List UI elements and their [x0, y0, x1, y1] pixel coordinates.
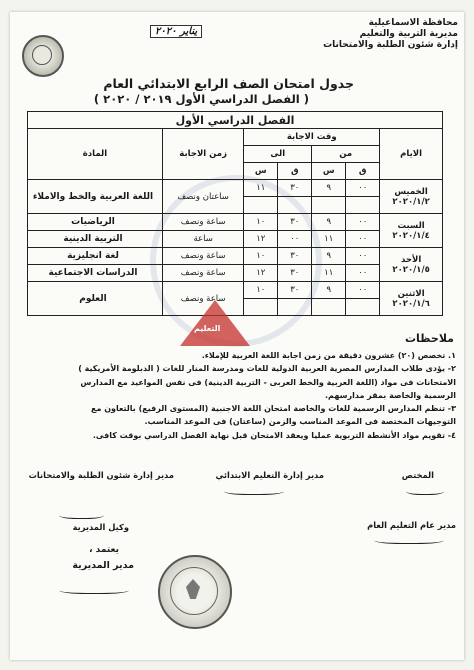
to-hour: ١٠	[244, 248, 278, 265]
sig-general-director: مدير عام التعليم العام	[367, 520, 456, 530]
header-to-hour: س	[244, 163, 278, 180]
semester-heading: الفصل الدراسي الأول	[28, 112, 443, 129]
note-line: الرسمية والخاصة بمقر مدارسهم.	[325, 390, 456, 400]
sig-affairs-director: مدير إدارة شئون الطلبة والامتحانات	[28, 470, 174, 480]
to-minute: ٣٠	[278, 248, 312, 265]
note-line: ٢- يؤدى طلاب المدارس المصرية العربية الدولية للغات ومدرسة المنار للغات ( الدبلومة الأمريكية )	[78, 364, 456, 374]
subject-cell: العلوم	[28, 282, 163, 316]
document-date: يناير ٢٠٢٠	[150, 25, 202, 38]
note-line: ٣- تنظم المدارس الرسمية للغات والخاصة امتحان اللغة الاجنبية (المستوى الرفيع) بالتعاون مع	[91, 404, 456, 414]
from-minute: ٠٠	[346, 282, 380, 299]
subject-cell: اللغة العربية والخط والاملاء	[28, 180, 163, 214]
watermark-text: التعليم	[194, 324, 221, 333]
sig-deputy: وكيل المديرية	[72, 522, 129, 532]
note-line: الامتحانات فى مواد (اللغة العربية والخط العربى - التربية الدينية) فى نفس المواعيد مع المدارس	[80, 377, 456, 387]
day-cell	[380, 282, 443, 316]
day-cell	[380, 248, 443, 282]
header-line-2: مديرية التربية والتعليم	[359, 29, 458, 39]
to-minute: ٣٠	[278, 214, 312, 231]
header-authority	[323, 18, 458, 51]
subject-cell: الدراسات الاجتماعية	[28, 265, 163, 282]
day-cell	[380, 180, 443, 214]
to-hour: ١٠	[244, 282, 278, 299]
from-hour: ٩	[312, 282, 346, 299]
sig-directorate-head: مدير المديرية	[72, 560, 134, 571]
from-hour: ١١	[312, 265, 346, 282]
ministry-logo	[22, 35, 64, 77]
subject-cell: الرياضيات	[28, 214, 163, 231]
handwritten-signature	[224, 486, 284, 495]
header-to: الى	[244, 146, 312, 163]
header-days: الايام	[380, 129, 443, 180]
to-minute: ٣٠	[278, 265, 312, 282]
duration-cell: ساعة ونصف	[162, 248, 243, 265]
header-from-hour: س	[312, 163, 346, 180]
note-line: التوجيهات المختصة فى الموعد المناسب والزمن (ساعتان) فى الموعد المناسب.	[144, 417, 456, 427]
from-minute: ٠٠	[346, 214, 380, 231]
day-name: الخميس	[394, 186, 428, 197]
header-line-1: محافظة الاسماعيلية	[368, 18, 458, 28]
note-line: ١. تخصص (٢٠) عشرون دقيقة من زمن اجابة اللغة العربية للإملاء.	[201, 351, 456, 360]
sig-approved: يعتمد ،	[89, 545, 119, 555]
from-minute: ٠٠	[346, 265, 380, 282]
handwritten-signature	[59, 585, 129, 594]
duration-cell: ساعة ونصف	[162, 282, 243, 316]
table-row	[28, 282, 443, 299]
header-from: من	[312, 146, 380, 163]
page-title: جدول امتحان الصف الرابع الابتدائي العام	[103, 76, 354, 91]
from-hour: ٩	[312, 180, 346, 197]
from-hour: ٩	[312, 248, 346, 265]
day-name: الأحد	[400, 254, 422, 265]
subject-cell: لغة انجليزية	[28, 248, 163, 265]
sig-specialist: المختص	[401, 470, 434, 480]
duration-cell: ساعة ونصف	[162, 214, 243, 231]
notes-title: ملاحظات	[405, 332, 454, 345]
header-answer-time: وقت الاجابة	[244, 129, 380, 146]
to-hour: ١٠	[244, 214, 278, 231]
to-minute: ٠٠	[278, 231, 312, 248]
exam-schedule-table	[27, 111, 443, 316]
duration-cell: ساعة ونصف	[162, 265, 243, 282]
table-row	[28, 180, 443, 197]
handwritten-signature	[59, 510, 104, 519]
official-stamp	[158, 555, 232, 629]
day-cell	[380, 214, 443, 248]
day-name: السبت	[397, 220, 425, 231]
from-hour: ٩	[312, 214, 346, 231]
header-line-3: إدارة شئون الطلبة والامتحانات	[323, 40, 458, 50]
to-minute: ٣٠	[278, 282, 312, 299]
header-from-min: ق	[346, 163, 380, 180]
day-date: ٢٠٢٠/١/٥	[392, 264, 430, 275]
handwritten-signature	[374, 535, 444, 544]
duration-cell: ساعة	[162, 231, 243, 248]
subject-cell: التربية الدينية	[28, 231, 163, 248]
table-row	[28, 248, 443, 265]
duration-cell: ساعتان ونصف	[162, 180, 243, 214]
day-date: ٢٠٢٠/١/٦	[392, 298, 430, 309]
table-row	[28, 214, 443, 231]
to-hour: ١١	[244, 180, 278, 197]
to-hour: ١٢	[244, 231, 278, 248]
to-minute: ٣٠	[278, 180, 312, 197]
sig-primary-director: مدير إدارة التعليم الابتدائي	[215, 470, 324, 480]
day-date: ٢٠٢٠/١/٢	[392, 196, 430, 207]
from-minute: ٠٠	[346, 180, 380, 197]
header-duration: زمن الاجابة	[162, 129, 243, 180]
watermark-logo	[180, 300, 260, 348]
header-subject: المادة	[28, 129, 163, 180]
from-hour: ١١	[312, 231, 346, 248]
from-minute: ٠٠	[346, 231, 380, 248]
header-to-min: ق	[278, 163, 312, 180]
day-date: ٢٠٢٠/١/٤	[392, 230, 430, 241]
from-minute: ٠٠	[346, 248, 380, 265]
day-name: الاثنين	[397, 288, 425, 299]
notes-list	[24, 349, 456, 442]
handwritten-signature	[406, 486, 444, 495]
to-hour: ١٢	[244, 265, 278, 282]
note-line: ٤- تقويم مواد الأنشطة التربوية عمليا ويعقد الامتحان قبل نهاية الفصل الدراسي بوقت كافى.	[92, 430, 456, 440]
page-subtitle: ( الفصل الدراسي الأول ٢٠١٩ / ٢٠٢٠ )	[93, 92, 309, 106]
